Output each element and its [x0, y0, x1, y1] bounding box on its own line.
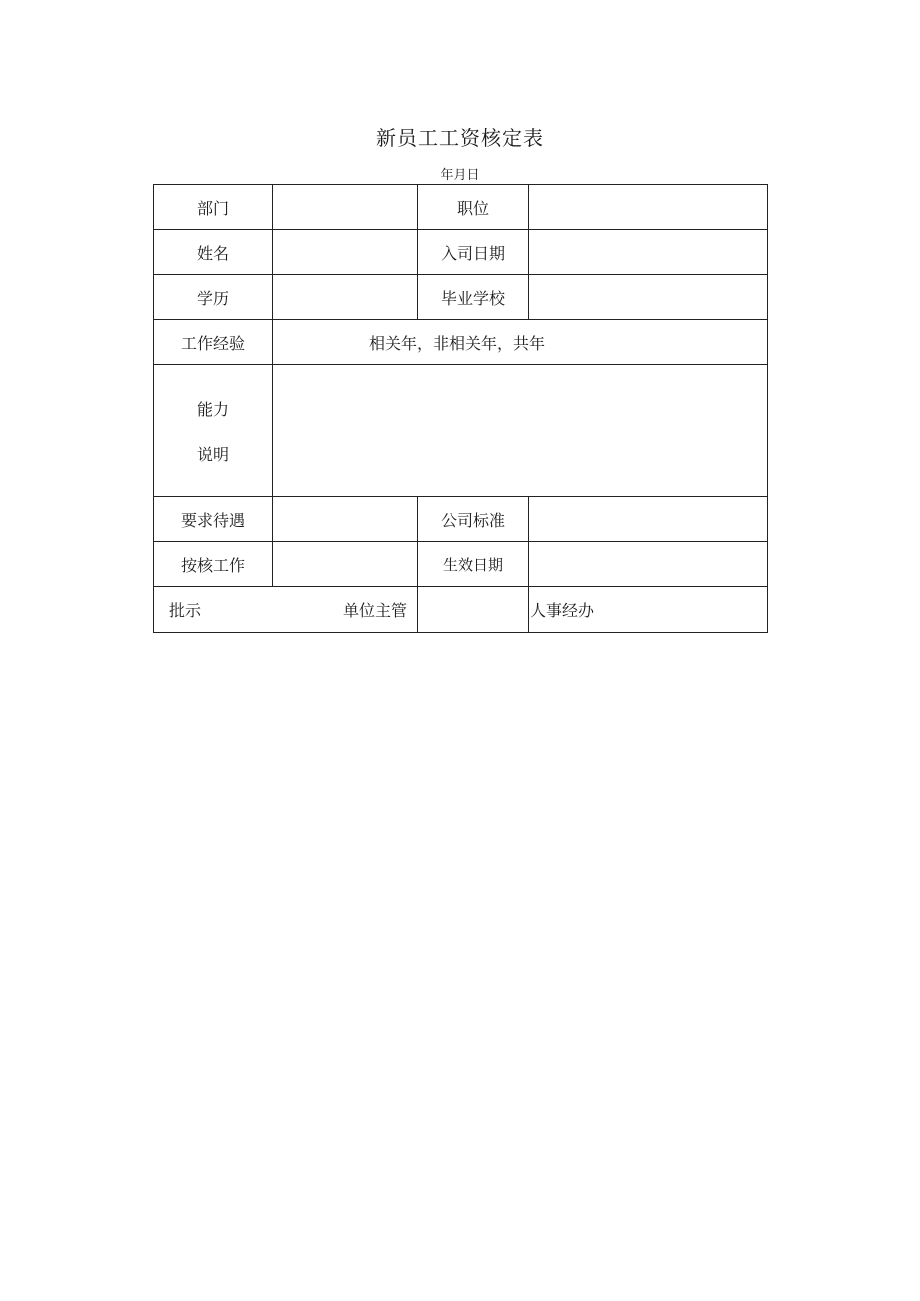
school-field[interactable] [529, 275, 768, 320]
table-row [154, 542, 768, 587]
education-label: 学历 [154, 275, 273, 320]
ability-label-line1: 能力 [196, 399, 229, 419]
page-title: 新员工工资核定表 [376, 126, 544, 150]
position-field[interactable] [529, 185, 768, 230]
join-date-field[interactable] [529, 230, 768, 275]
ability-label [154, 365, 273, 497]
effective-date-label: 生效日期 [418, 542, 529, 587]
table-row [154, 365, 768, 497]
effective-date-field[interactable] [529, 542, 768, 587]
salary-form-table [153, 184, 768, 633]
supervisor-field[interactable] [418, 587, 529, 633]
company-standard-field[interactable] [529, 497, 768, 542]
school-label: 毕业学校 [418, 275, 529, 320]
supervisor-label: 单位主管 [342, 601, 407, 620]
approved-pay-label: 按核工作 [154, 542, 273, 587]
table-row [154, 497, 768, 542]
approved-pay-field[interactable] [273, 542, 418, 587]
dept-label: 部门 [154, 185, 273, 230]
approval-label: 批示 [169, 601, 202, 620]
dept-field[interactable] [273, 185, 418, 230]
table-row [154, 320, 768, 365]
table-row [154, 230, 768, 275]
experience-field[interactable]: 相关年，非相关年，共年 [273, 320, 768, 365]
table-row [154, 185, 768, 230]
date-line: 年月日 [440, 168, 480, 183]
table-row [154, 587, 768, 633]
requested-pay-label: 要求待遇 [154, 497, 273, 542]
name-label: 姓名 [154, 230, 273, 275]
hr-label: 人事经办 [529, 587, 768, 633]
ability-field[interactable] [273, 365, 768, 497]
approval-cell [154, 587, 418, 633]
requested-pay-field[interactable] [273, 497, 418, 542]
position-label: 职位 [418, 185, 529, 230]
education-field[interactable] [273, 275, 418, 320]
ability-label-line2: 说明 [196, 444, 229, 464]
table-row [154, 275, 768, 320]
company-standard-label: 公司标准 [418, 497, 529, 542]
join-date-label: 入司日期 [418, 230, 529, 275]
name-field[interactable] [273, 230, 418, 275]
experience-label: 工作经验 [154, 320, 273, 365]
